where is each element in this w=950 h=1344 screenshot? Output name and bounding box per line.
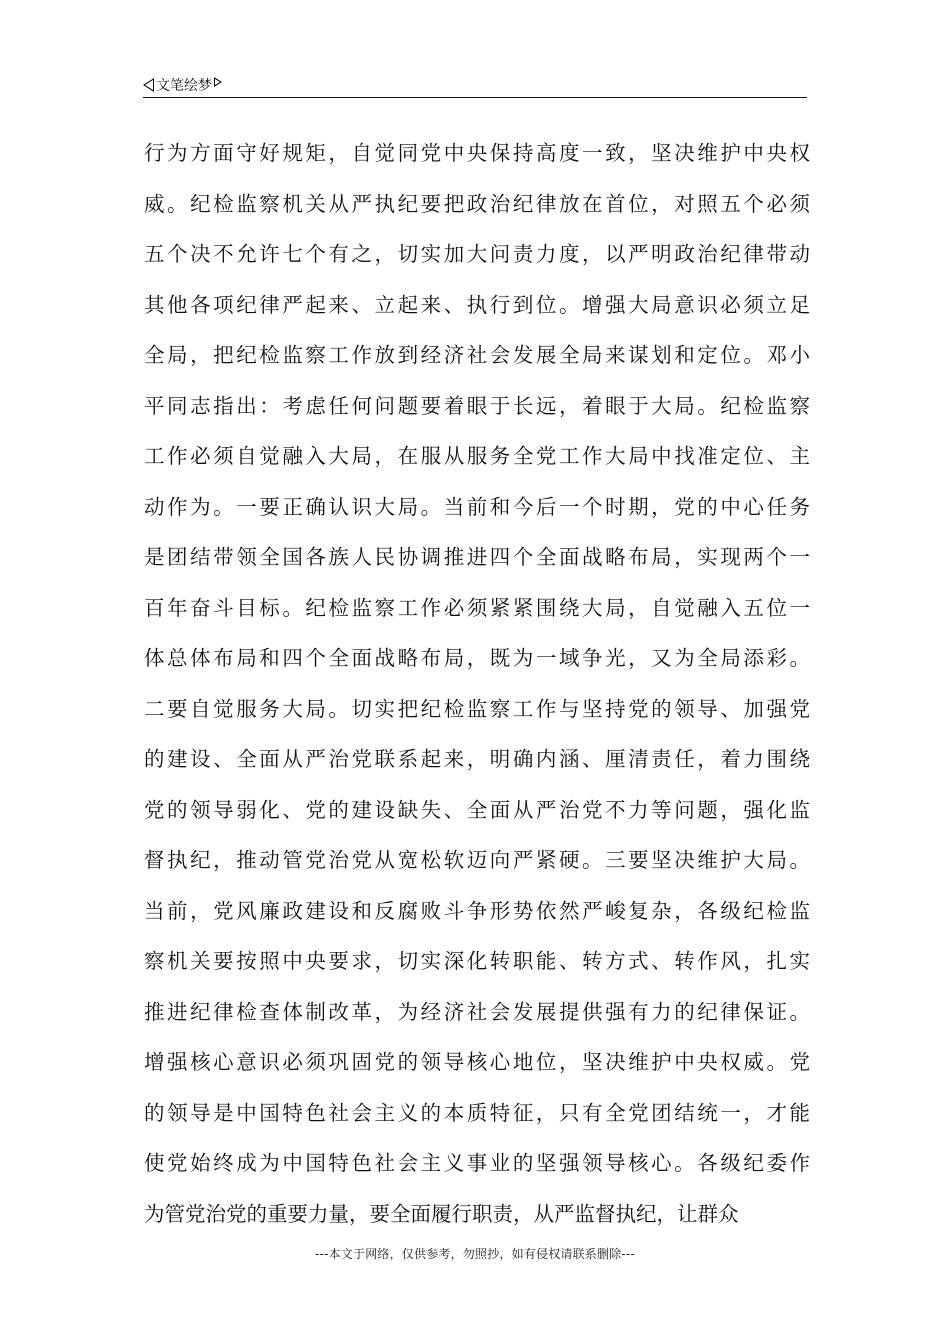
right-triangle-icon <box>214 77 222 87</box>
body-text <box>144 128 810 1239</box>
text-line: 的领导是中国特色社会主义的本质特征，只有全党团结统一，才能 <box>144 1100 810 1125</box>
text-line: 二要自觉服务大局。切实把纪检监察工作与坚持党的领导、加强党 <box>144 696 810 721</box>
text-line: 察机关要按照中央要求，切实深化转职能、转方式、转作风，扎实 <box>144 949 810 973</box>
text-line: 党的领导弱化、党的建设缺失、全面从严治党不力等问题，强化监 <box>144 797 810 822</box>
text-line: 使党始终成为中国特色社会主义事业的坚强领导核心。各级纪委作 <box>144 1151 810 1175</box>
text-line: 百年奋斗目标。纪检监察工作必须紧紧围绕大局，自觉融入五位一 <box>144 595 810 620</box>
text-line: 的建设、全面从严治党联系起来，明确内涵、厘清责任，着力围绕 <box>144 747 810 771</box>
text-line: 增强核心意识必须巩固党的领导核心地位，坚决维护中央权威。党 <box>144 1050 810 1074</box>
text-line: 督执纪，推动管党治党从宽松软迈向严紧硬。三要坚决维护大局。 <box>144 848 810 872</box>
left-triangle-icon <box>143 78 154 92</box>
text-line: 当前，党风廉政建设和反腐败斗争形势依然严峻复杂，各级纪检监 <box>144 898 810 923</box>
text-line: 为管党治党的重要力量，要全面履行职责，从严监督执纪，让群众 <box>144 1201 739 1226</box>
text-line: 动作为。一要正确认识大局。当前和今后一个时期，党的中心任务 <box>144 494 810 519</box>
text-line: 是团结带领全国各族人民协调推进四个全面战略布局，实现两个一 <box>144 545 810 569</box>
text-line: 其他各项纪律严起来、立起来、执行到位。增强大局意识必须立足 <box>144 292 810 317</box>
text-line: 工作必须自觉融入大局，在服从服务全党工作大局中找准定位、主 <box>144 444 810 468</box>
text-line: 推进纪律检查体制改革，为经济社会发展提供强有力的纪律保证。 <box>144 999 810 1024</box>
text-line: 平同志指出：考虑任何问题要着眼于长远，着眼于大局。纪检监察 <box>144 393 810 418</box>
header-divider <box>143 97 807 98</box>
page-header <box>143 74 222 96</box>
text-line: 五个决不允许七个有之，切实加大问责力度，以严明政治纪律带动 <box>144 242 810 266</box>
text-line: 全局，把纪检监察工作放到经济社会发展全局来谋划和定位。邓小 <box>144 343 810 367</box>
header-brand: 文笔绘梦 <box>156 78 212 94</box>
text-line: 威。纪检监察机关从严执纪要把政治纪律放在首位，对照五个必须 <box>144 191 810 216</box>
footer-notice: ---本文于网络，仅供参考，勿照抄，如有侵权请联系删除--- <box>315 1247 635 1261</box>
text-line: 体总体布局和四个全面战略布局，既为一域争光，又为全局添彩。 <box>144 646 810 670</box>
text-line: 行为方面守好规矩，自觉同党中央保持高度一致，坚决维护中央权 <box>144 141 810 165</box>
